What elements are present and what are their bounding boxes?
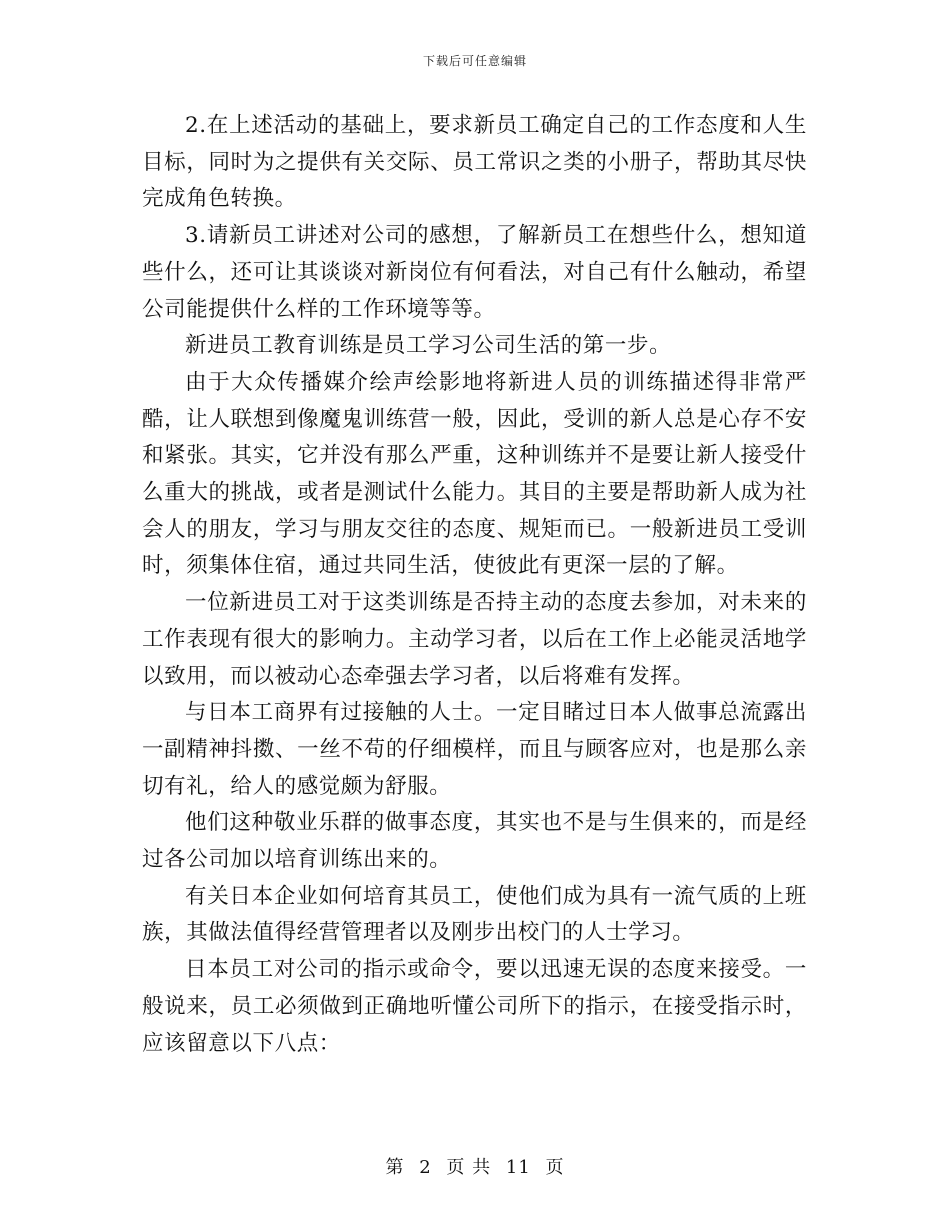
page-header-note: 下载后可任意编辑 <box>422 54 527 68</box>
paragraph: 他们这种敬业乐群的做事态度，其实也不是与生俱来的，而是经过各公司加以培育训练出来的。 <box>142 810 807 873</box>
paragraph: 新进员工教育训练是员工学习公司生活的第一步。 <box>185 333 672 359</box>
paragraph: 由于大众传播媒介绘声绘影地将新进人员的训练描述得非常严酷，让人联想到像魔鬼训练营一般，因此，受训的新人总是心存不安和紧张。其实，它并没有那么严重，这种训练并不是要让新人接受什么重大的挑战，或者是测试什么能力。其目的主要是帮助新人成为社会人的朋友，学习与朋友交往的态度、规矩而已。一般新进员工受训时，须集体住宿，通过共同生活，使彼此有更深一层的了解。 <box>142 369 807 579</box>
footer-page-number: 2 <box>419 1157 432 1178</box>
paragraph: 日本员工对公司的指示或命令，要以迅速无误的态度来接受。一般说来，员工必须做到正确地听懂公司所下的指示，在接受指示时，应该留意以下八点： <box>142 957 807 1056</box>
footer-prefix: 第 <box>385 1157 405 1178</box>
paragraph: 2.在上述活动的基础上，要求新员工确定自己的工作态度和人生目标，同时为之提供有关交际、员工常识之类的小册子，帮助其尽快完成角色转换。 <box>142 113 807 212</box>
paragraph: 有关日本企业如何培育其员工，使他们成为具有一流气质的上班族，其做法值得经营管理者以及刚步出校门的人士学习。 <box>142 883 807 946</box>
paragraph: 一位新进员工对于这类训练是否持主动的态度去参加，对未来的工作表现有很大的影响力。主动学习者，以后在工作上必能灵活地学以致用，而以被动心态牵强去学习者，以后将难有发挥。 <box>142 590 807 689</box>
page-footer <box>0 1153 950 1179</box>
footer-middle: 页 共 <box>446 1157 492 1178</box>
document-body <box>142 108 807 1062</box>
footer-suffix: 页 <box>545 1157 565 1178</box>
paragraph: 3.请新员工讲述对公司的感想，了解新员工在想些什么，想知道些什么，还可让其谈谈对新岗位有何看法，对自己有什么触动，希望公司能提供什么样的工作环境等等。 <box>142 223 807 322</box>
footer-total-pages: 11 <box>505 1157 531 1178</box>
paragraph: 与日本工商界有过接触的人士。一定目睹过日本人做事总流露出一副精神抖擞、一丝不苟的仔细模样，而且与顾客应对，也是那么亲切有礼，给人的感觉颇为舒服。 <box>142 700 807 799</box>
